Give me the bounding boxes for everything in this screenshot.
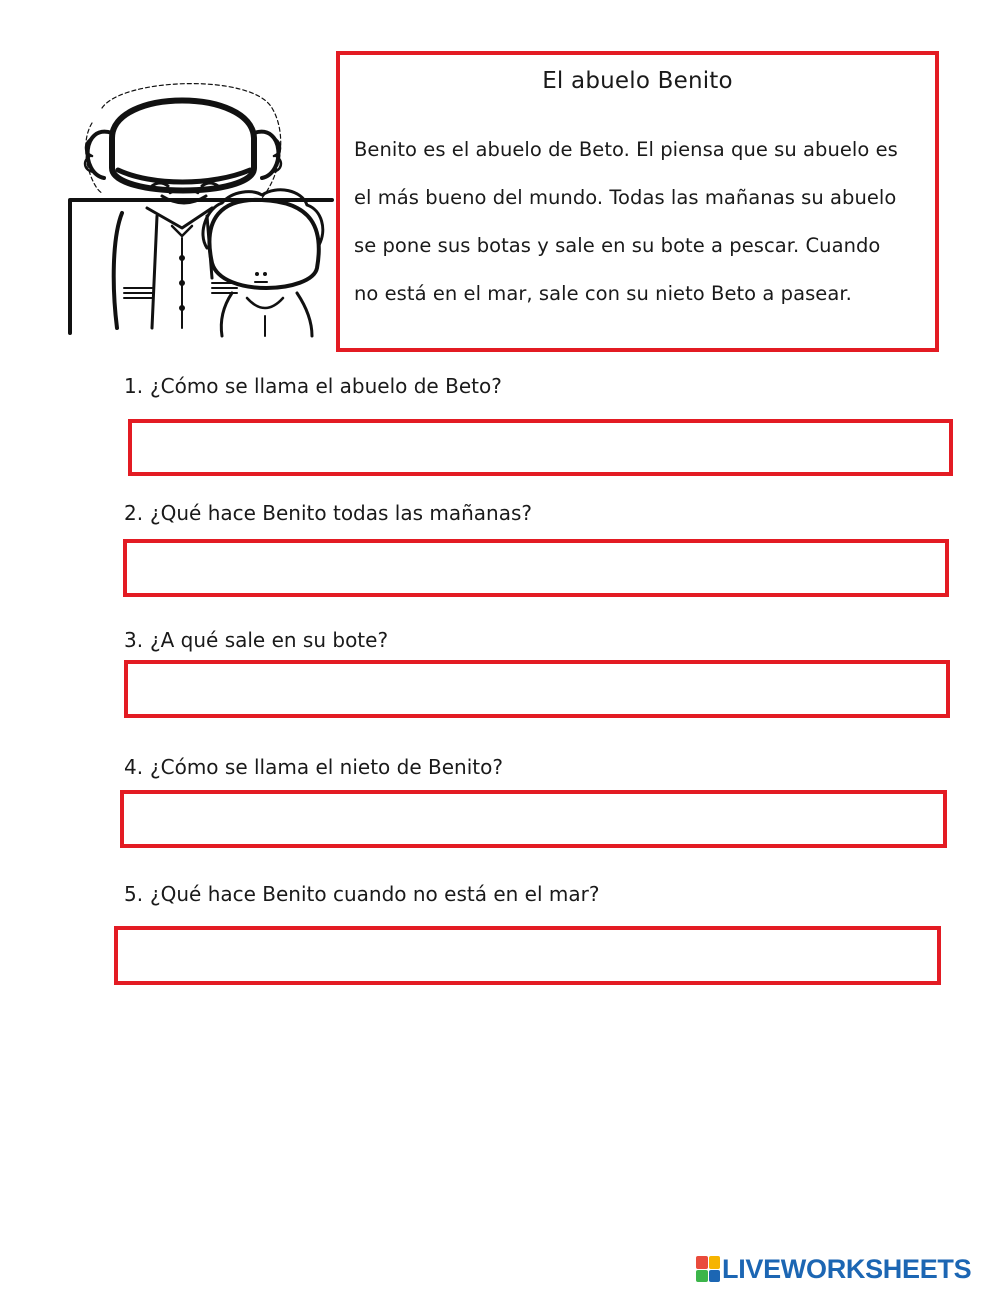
question-number: 1. [124, 374, 144, 398]
question-1 [124, 373, 502, 399]
logo-cell [709, 1270, 721, 1283]
question-text: ¿Cómo se llama el nieto de Benito? [150, 755, 503, 779]
grandfather-grandson-illustration [62, 78, 337, 338]
liveworksheets-logo-icon [696, 1256, 720, 1282]
question-text: ¿Qué hace Benito todas las mañanas? [150, 501, 533, 525]
answer-field-2[interactable] [123, 539, 949, 597]
story-title: El abuelo Benito [542, 68, 733, 94]
story-box [336, 51, 939, 352]
story-line: no está en el mar, sale con su nieto Beto a pasear. [354, 282, 852, 305]
logo-cell [696, 1256, 708, 1269]
question-text: ¿Qué hace Benito cuando no está en el mar? [150, 882, 600, 906]
answer-field-1[interactable] [128, 419, 953, 476]
answer-field-5[interactable] [114, 926, 941, 985]
story-body [354, 126, 921, 318]
question-2 [124, 500, 532, 526]
logo-cell [709, 1256, 721, 1269]
answer-field-4[interactable] [120, 790, 947, 848]
question-number: 2. [124, 501, 144, 525]
question-number: 5. [124, 882, 144, 906]
question-5 [124, 881, 599, 907]
question-4 [124, 754, 503, 780]
liveworksheets-brand [696, 1252, 971, 1286]
story-line: Benito es el abuelo de Beto. El piensa que su abuelo es [354, 138, 898, 161]
answer-field-3[interactable] [124, 660, 950, 718]
story-line: se pone sus botas y sale en su bote a pescar. Cuando [354, 234, 881, 257]
story-line: el más bueno del mundo. Todas las mañanas su abuelo [354, 186, 897, 209]
question-3 [124, 627, 388, 653]
logo-cell [696, 1270, 708, 1283]
question-text: ¿A qué sale en su bote? [150, 628, 389, 652]
question-number: 3. [124, 628, 144, 652]
brand-name: LIVEWORKSHEETS [722, 1253, 972, 1284]
question-number: 4. [124, 755, 144, 779]
question-text: ¿Cómo se llama el abuelo de Beto? [150, 374, 502, 398]
